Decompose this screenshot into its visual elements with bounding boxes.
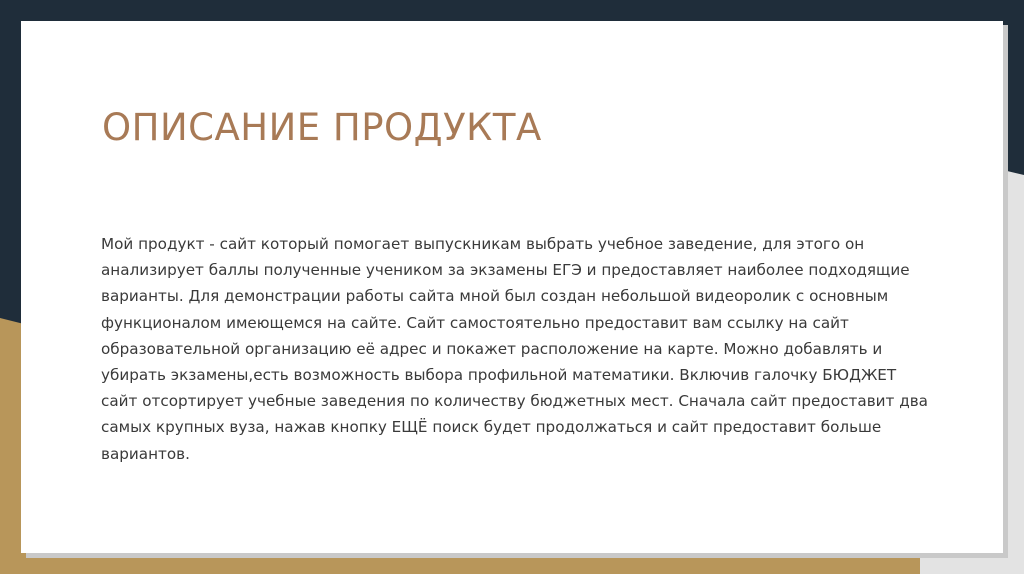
slide-title: ОПИСАНИЕ ПРОДУКТА [102, 106, 542, 149]
slide [21, 21, 1003, 553]
slide-body-text: Мой продукт - сайт который помогает выпускникам выбрать учебное заведение, для этого он анализирует баллы полученные учеником за экзамены ЕГЭ и предоставляет наиболее подходящие варианты. Для демонстрации работы сайта мной был создан небольшой видеоролик с основным функционалом имеющемся на сайте. Сайт самостоятельно предоставит вам ссылку на сайт образовательной организацию её адрес и покажет расположение на карте. Можно добавлять и убирать экзамены,есть возможность выбора профильной математики. Включив галочку БЮДЖЕТ сайт отсортирует учебные заведения по количеству бюджетных мест. Сначала сайт предоставит два самых крупных вуза, нажав кнопку ЕЩЁ поиск будет продолжаться и сайт предоставит больше вариантов. [101, 235, 928, 463]
